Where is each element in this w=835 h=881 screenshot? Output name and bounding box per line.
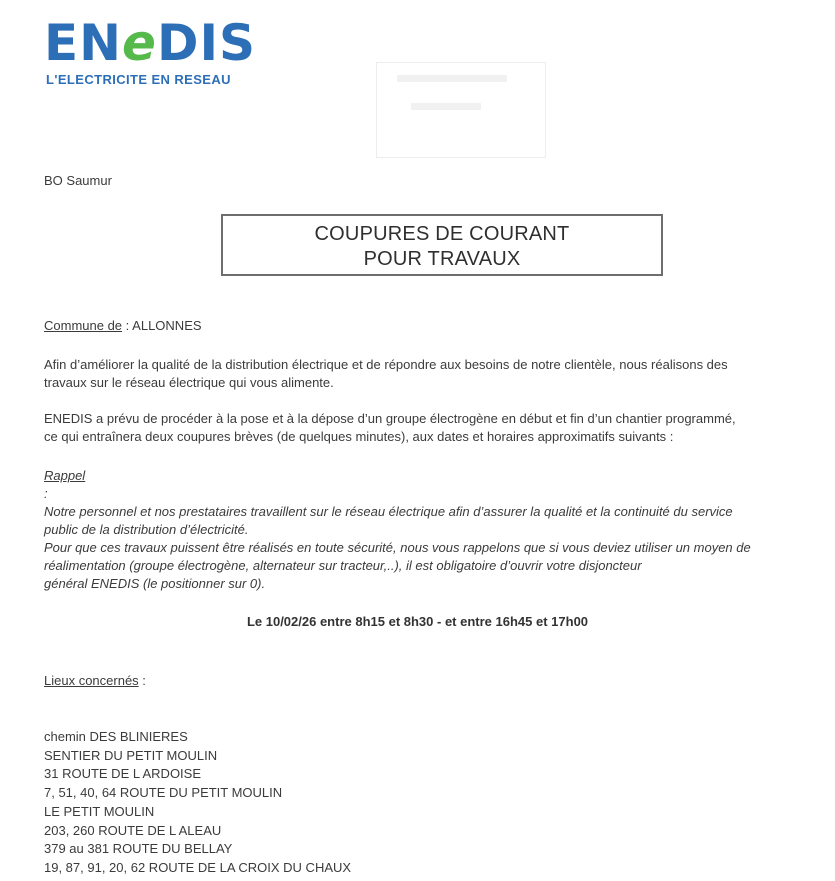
list-item: 31 ROUTE DE L ARDOISE bbox=[44, 766, 202, 782]
places-heading bbox=[44, 672, 146, 690]
commune-label: Commune de bbox=[44, 318, 123, 333]
reminder-line: public de la distribution d’électricité. bbox=[44, 522, 249, 537]
list-item: 19, 87, 91, 20, 62 ROUTE DE LA CROIX DU CHAUX bbox=[44, 859, 352, 875]
places-list bbox=[44, 728, 351, 878]
list-item: 7, 51, 40, 64 ROUTE DU PETIT MOULIN bbox=[44, 785, 283, 801]
reminder-line: réalimentation (groupe électrogène, alternateur sur tracteur,..), il est obligatoire d’ouvrir votre disjoncteur bbox=[44, 558, 642, 573]
intro-line: travaux sur le réseau électrique qui vous alimente. bbox=[44, 375, 334, 390]
reminder-line: général ENEDIS (le positionner sur 0). bbox=[44, 576, 266, 591]
intro-line: Afin d’améliorer la qualité de la distribution électrique et de répondre aux besoins de notre clientèle, nous réalisons des bbox=[44, 357, 728, 372]
title-line-1: COUPURES DE COURANT bbox=[314, 223, 570, 245]
places-label: Lieux concernés bbox=[44, 673, 139, 688]
logo-wordmark-part2: DIS bbox=[156, 14, 257, 72]
announcement-line: ce qui entraînera deux coupures brèves (de quelques minutes), aux dates et horaires approximatifs suivants : bbox=[44, 429, 674, 444]
announcement-paragraph bbox=[44, 410, 814, 446]
list-item: SENTIER DU PETIT MOULIN bbox=[44, 747, 218, 763]
sender: BO Saumur bbox=[44, 173, 112, 188]
list-item: 379 au 381 ROUTE DU BELLAY bbox=[44, 841, 233, 857]
faint-stamp bbox=[376, 62, 546, 158]
logo-wordmark-part1: EN bbox=[44, 14, 123, 72]
logo-tagline: L'ELECTRICITE EN RESEAU bbox=[46, 72, 231, 87]
reminder-label: Rappel bbox=[44, 468, 86, 483]
reminder-heading bbox=[44, 467, 814, 503]
reminder-block bbox=[44, 467, 814, 593]
title-line-2: POUR TRAVAUX bbox=[363, 248, 521, 270]
commune-separator: : bbox=[122, 318, 133, 333]
intro-paragraph bbox=[44, 356, 814, 392]
list-item: 203, 260 ROUTE DE L ALEAU bbox=[44, 822, 222, 838]
places-suffix: : bbox=[138, 673, 146, 688]
reminder-line: Notre personnel et nos prestataires travaillent sur le réseau électrique afin d’assurer la qualité et la continuité du service bbox=[44, 504, 733, 519]
reminder-line: Pour que ces travaux puissent être réalisés en toute sécurité, nous vous rappelons que si vous deviez utiliser un moyen de bbox=[44, 540, 751, 555]
announcement-line: ENEDIS a prévu de procéder à la pose et à la dépose d’un groupe électrogène en début et fin d’un chantier programmé, bbox=[44, 411, 736, 426]
outage-schedule: Le 10/02/26 entre 8h15 et 8h30 - et entre 16h45 et 17h00 bbox=[246, 614, 589, 629]
logo-wordmark-accent: e bbox=[122, 14, 157, 72]
commune-value: ALLONNES bbox=[132, 318, 202, 333]
logo-wordmark bbox=[44, 14, 257, 72]
list-item: LE PETIT MOULIN bbox=[44, 803, 155, 819]
enedis-logo bbox=[44, 14, 257, 93]
list-item: chemin DES BLINIERES bbox=[44, 729, 188, 744]
reminder-suffix: : bbox=[44, 486, 48, 501]
title-box bbox=[221, 214, 663, 276]
commune-line bbox=[44, 317, 202, 335]
